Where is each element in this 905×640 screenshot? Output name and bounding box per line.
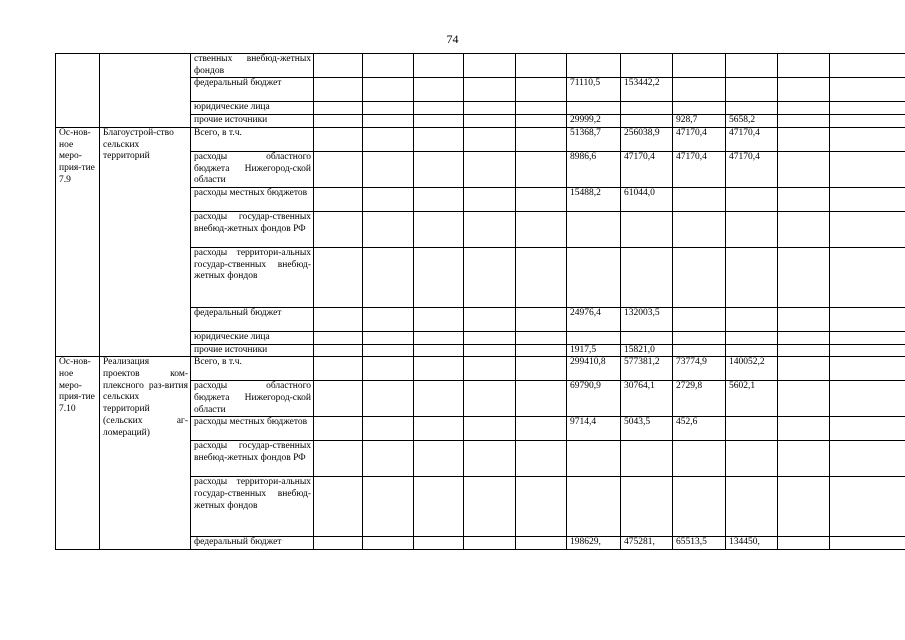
value-cell — [567, 477, 621, 537]
empty-cell — [414, 357, 464, 381]
empty-cell — [414, 344, 464, 357]
empty-cell — [414, 441, 464, 477]
empty-cell — [464, 211, 516, 247]
table-row — [56, 357, 905, 381]
value-cell — [778, 441, 830, 477]
empty-cell — [363, 357, 414, 381]
funding-source-cell: расходы государ-ственных внебюд-жетных фондов РФ — [191, 441, 314, 477]
empty-cell — [414, 247, 464, 307]
value-cell — [621, 331, 673, 344]
empty-cell — [414, 127, 464, 151]
value-cell: 132003,5 — [621, 307, 673, 331]
value-cell — [673, 331, 726, 344]
empty-cell — [414, 151, 464, 187]
empty-cell — [830, 331, 905, 344]
value-cell — [567, 441, 621, 477]
value-cell: 47170,4 — [726, 151, 778, 187]
value-cell — [567, 247, 621, 307]
table-row — [56, 127, 905, 151]
value-cell — [778, 344, 830, 357]
empty-cell — [363, 127, 414, 151]
empty-cell — [830, 441, 905, 477]
empty-cell — [314, 417, 363, 441]
empty-cell — [363, 307, 414, 331]
empty-cell — [830, 115, 905, 128]
value-cell: 140052,2 — [726, 357, 778, 381]
empty-cell — [830, 187, 905, 211]
funding-source-cell: расходы областного бюджета Нижегород-ской области — [191, 151, 314, 187]
activity-name-cell — [100, 54, 191, 128]
empty-cell — [516, 102, 567, 115]
value-cell — [673, 477, 726, 537]
empty-cell — [516, 247, 567, 307]
value-cell: 452,6 — [673, 417, 726, 441]
empty-cell — [414, 477, 464, 537]
value-cell — [567, 211, 621, 247]
value-cell — [673, 102, 726, 115]
empty-cell — [516, 344, 567, 357]
value-cell — [778, 151, 830, 187]
activity-name-cell: Реализация проектов ком-плексного раз-вития сельских территорий (сельских аг-ломераций) — [100, 357, 191, 550]
empty-cell — [314, 54, 363, 78]
empty-cell — [830, 477, 905, 537]
value-cell — [726, 187, 778, 211]
value-cell — [621, 441, 673, 477]
activity-name-cell: Благоустрой-ство сельских территорий — [100, 127, 191, 357]
empty-cell — [314, 381, 363, 417]
empty-cell — [516, 477, 567, 537]
empty-cell — [414, 211, 464, 247]
value-cell: 47170,4 — [621, 151, 673, 187]
empty-cell — [363, 247, 414, 307]
value-cell: 71110,5 — [567, 78, 621, 102]
value-cell — [621, 54, 673, 78]
empty-cell — [314, 187, 363, 211]
funding-source-cell: федеральный бюджет — [191, 537, 314, 550]
empty-cell — [314, 151, 363, 187]
empty-cell — [516, 357, 567, 381]
funding-source-cell: юридические лица — [191, 331, 314, 344]
empty-cell — [830, 54, 905, 78]
empty-cell — [363, 102, 414, 115]
empty-cell — [830, 78, 905, 102]
empty-cell — [516, 78, 567, 102]
value-cell — [778, 54, 830, 78]
empty-cell — [464, 127, 516, 151]
empty-cell — [464, 477, 516, 537]
empty-cell — [516, 115, 567, 128]
empty-cell — [363, 344, 414, 357]
activity-code-cell — [56, 54, 100, 128]
empty-cell — [414, 307, 464, 331]
value-cell — [621, 247, 673, 307]
value-cell: 5043,5 — [621, 417, 673, 441]
empty-cell — [363, 115, 414, 128]
empty-cell — [516, 211, 567, 247]
empty-cell — [314, 477, 363, 537]
empty-cell — [830, 381, 905, 417]
empty-cell — [363, 151, 414, 187]
empty-cell — [414, 102, 464, 115]
value-cell — [778, 357, 830, 381]
value-cell — [726, 307, 778, 331]
funding-source-cell: расходы государ-ственных внебюд-жетных фондов РФ — [191, 211, 314, 247]
value-cell: 5602,1 — [726, 381, 778, 417]
value-cell: 47170,4 — [673, 127, 726, 151]
funding-source-cell: расходы местных бюджетов — [191, 417, 314, 441]
empty-cell — [314, 307, 363, 331]
value-cell — [621, 477, 673, 537]
empty-cell — [830, 357, 905, 381]
value-cell: 61044,0 — [621, 187, 673, 211]
value-cell — [726, 211, 778, 247]
empty-cell — [516, 187, 567, 211]
funding-source-cell: федеральный бюджет — [191, 78, 314, 102]
funding-source-cell: Всего, в т.ч. — [191, 357, 314, 381]
value-cell: 2729,8 — [673, 381, 726, 417]
value-cell: 15821,0 — [621, 344, 673, 357]
empty-cell — [363, 381, 414, 417]
value-cell: 69790,9 — [567, 381, 621, 417]
value-cell: 47170,4 — [673, 151, 726, 187]
value-cell — [567, 102, 621, 115]
empty-cell — [516, 537, 567, 550]
page-number: 74 — [446, 32, 459, 46]
empty-cell — [363, 441, 414, 477]
empty-cell — [363, 331, 414, 344]
funding-source-cell: прочие источники — [191, 344, 314, 357]
value-cell — [778, 102, 830, 115]
empty-cell — [464, 357, 516, 381]
empty-cell — [414, 417, 464, 441]
empty-cell — [516, 54, 567, 78]
value-cell: 256038,9 — [621, 127, 673, 151]
value-cell: 30764,1 — [621, 381, 673, 417]
empty-cell — [516, 381, 567, 417]
value-cell — [726, 54, 778, 78]
value-cell — [621, 115, 673, 128]
value-cell — [726, 247, 778, 307]
empty-cell — [830, 417, 905, 441]
value-cell: 475281, — [621, 537, 673, 550]
funding-source-cell: юридические лица — [191, 102, 314, 115]
value-cell: 47170,4 — [726, 127, 778, 151]
empty-cell — [363, 477, 414, 537]
empty-cell — [830, 307, 905, 331]
value-cell — [778, 381, 830, 417]
value-cell: 8986,6 — [567, 151, 621, 187]
empty-cell — [414, 331, 464, 344]
empty-cell — [363, 54, 414, 78]
empty-cell — [314, 344, 363, 357]
empty-cell — [516, 331, 567, 344]
empty-cell — [464, 151, 516, 187]
value-cell — [726, 102, 778, 115]
value-cell — [673, 187, 726, 211]
value-cell — [726, 477, 778, 537]
empty-cell — [464, 344, 516, 357]
funding-source-cell: расходы местных бюджетов — [191, 187, 314, 211]
empty-cell — [516, 151, 567, 187]
value-cell — [621, 102, 673, 115]
value-cell — [673, 307, 726, 331]
value-cell: 134450, — [726, 537, 778, 550]
value-cell — [726, 417, 778, 441]
empty-cell — [414, 381, 464, 417]
value-cell — [673, 441, 726, 477]
funding-source-cell: расходы территори-альных государ-ственных внебюд-жетных фондов — [191, 247, 314, 307]
value-cell — [673, 78, 726, 102]
empty-cell — [830, 344, 905, 357]
budget-table — [55, 53, 905, 550]
empty-cell — [414, 54, 464, 78]
empty-cell — [414, 78, 464, 102]
activity-code-cell: Ос-нов-ное меро-прия-тие 7.10 — [56, 357, 100, 550]
table-row — [56, 54, 905, 78]
empty-cell — [363, 78, 414, 102]
value-cell — [778, 127, 830, 151]
empty-cell — [314, 102, 363, 115]
value-cell: 5658,2 — [726, 115, 778, 128]
empty-cell — [314, 357, 363, 381]
value-cell: 9714,4 — [567, 417, 621, 441]
funding-source-cell: федеральный бюджет — [191, 307, 314, 331]
empty-cell — [414, 115, 464, 128]
value-cell — [778, 307, 830, 331]
funding-source-cell: расходы областного бюджета Нижегород-ской области — [191, 381, 314, 417]
empty-cell — [314, 127, 363, 151]
empty-cell — [464, 417, 516, 441]
empty-cell — [314, 331, 363, 344]
value-cell — [778, 477, 830, 537]
value-cell — [778, 115, 830, 128]
empty-cell — [464, 102, 516, 115]
value-cell — [726, 331, 778, 344]
value-cell: 198629, — [567, 537, 621, 550]
funding-source-cell: расходы территори-альных государ-ственных внебюд-жетных фондов — [191, 477, 314, 537]
activity-code-cell: Ос-нов-ное меро-прия-тие 7.9 — [56, 127, 100, 357]
value-cell: 24976,4 — [567, 307, 621, 331]
value-cell — [673, 344, 726, 357]
empty-cell — [830, 151, 905, 187]
empty-cell — [314, 247, 363, 307]
empty-cell — [414, 187, 464, 211]
empty-cell — [363, 187, 414, 211]
empty-cell — [363, 211, 414, 247]
empty-cell — [314, 537, 363, 550]
empty-cell — [464, 247, 516, 307]
value-cell — [673, 247, 726, 307]
value-cell — [778, 331, 830, 344]
value-cell: 299410,8 — [567, 357, 621, 381]
value-cell: 65513,5 — [673, 537, 726, 550]
empty-cell — [464, 78, 516, 102]
empty-cell — [464, 187, 516, 211]
empty-cell — [830, 127, 905, 151]
value-cell — [621, 211, 673, 247]
value-cell — [726, 78, 778, 102]
value-cell — [673, 54, 726, 78]
value-cell — [567, 331, 621, 344]
empty-cell — [516, 441, 567, 477]
empty-cell — [516, 417, 567, 441]
value-cell: 15488,2 — [567, 187, 621, 211]
empty-cell — [464, 307, 516, 331]
value-cell: 577381,2 — [621, 357, 673, 381]
empty-cell — [830, 247, 905, 307]
empty-cell — [516, 307, 567, 331]
value-cell: 153442,2 — [621, 78, 673, 102]
empty-cell — [314, 78, 363, 102]
value-cell: 29999,2 — [567, 115, 621, 128]
value-cell — [673, 211, 726, 247]
value-cell — [567, 54, 621, 78]
empty-cell — [314, 211, 363, 247]
value-cell — [778, 78, 830, 102]
value-cell — [726, 441, 778, 477]
value-cell — [778, 247, 830, 307]
empty-cell — [464, 537, 516, 550]
empty-cell — [464, 331, 516, 344]
empty-cell — [830, 211, 905, 247]
funding-source-cell: ственных внебюд-жетных фондов — [191, 54, 314, 78]
empty-cell — [414, 537, 464, 550]
value-cell — [778, 187, 830, 211]
funding-source-cell: прочие источники — [191, 115, 314, 128]
empty-cell — [464, 54, 516, 78]
empty-cell — [464, 381, 516, 417]
empty-cell — [830, 102, 905, 115]
value-cell — [726, 344, 778, 357]
value-cell — [778, 417, 830, 441]
value-cell: 1917,5 — [567, 344, 621, 357]
empty-cell — [464, 115, 516, 128]
value-cell: 51368,7 — [567, 127, 621, 151]
value-cell — [778, 537, 830, 550]
empty-cell — [314, 115, 363, 128]
empty-cell — [314, 441, 363, 477]
empty-cell — [830, 537, 905, 550]
empty-cell — [516, 127, 567, 151]
empty-cell — [363, 537, 414, 550]
empty-cell — [464, 441, 516, 477]
funding-source-cell: Всего, в т.ч. — [191, 127, 314, 151]
value-cell: 928,7 — [673, 115, 726, 128]
value-cell: 73774,9 — [673, 357, 726, 381]
empty-cell — [363, 417, 414, 441]
value-cell — [778, 211, 830, 247]
